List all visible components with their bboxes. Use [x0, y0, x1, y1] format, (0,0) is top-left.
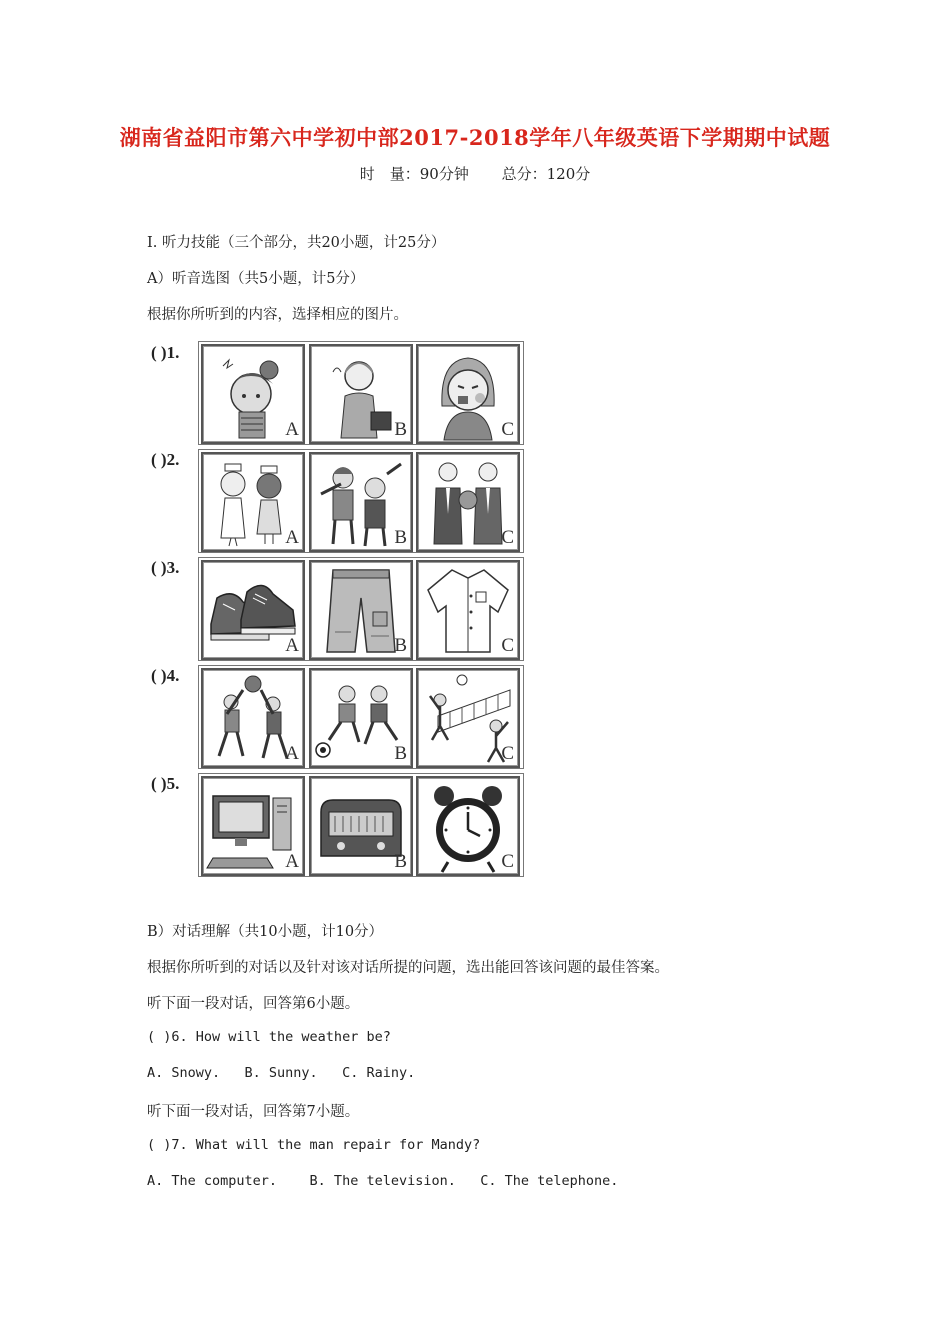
- option-5b[interactable]: [309, 776, 413, 876]
- option-2c[interactable]: [416, 452, 520, 552]
- section-heading: Ⅰ. 听力技能（三个部分，共20小题，计25分）: [147, 235, 446, 251]
- option-letter: B: [394, 743, 407, 764]
- option-2a[interactable]: [201, 452, 305, 552]
- option-letter: C: [501, 851, 514, 872]
- question-1-label: ( )1.: [151, 343, 180, 362]
- option-letter: A: [285, 527, 299, 548]
- exam-time: 时 量：90分钟: [359, 165, 469, 183]
- part-a-heading: A）听音选图（共5小题，计5分）: [147, 271, 365, 287]
- option-4c[interactable]: [416, 668, 520, 768]
- question-2-label: ( )2.: [151, 450, 180, 469]
- exam-info: [0, 163, 950, 184]
- option-letter: B: [394, 527, 407, 548]
- option-4b[interactable]: [309, 668, 413, 768]
- option-3c[interactable]: [416, 560, 520, 660]
- option-letter: A: [285, 419, 299, 440]
- exam-score: 总分：120分: [501, 165, 591, 183]
- question-6-options: A. Snowy. B. Sunny. C. Rainy.: [147, 1065, 416, 1081]
- option-5a[interactable]: [201, 776, 305, 876]
- question-5-label: ( )5.: [151, 774, 180, 793]
- option-5c[interactable]: [416, 776, 520, 876]
- option-1c[interactable]: [416, 344, 520, 444]
- option-3a[interactable]: [201, 560, 305, 660]
- option-3b[interactable]: [309, 560, 413, 660]
- option-2b[interactable]: [309, 452, 413, 552]
- option-letter: B: [394, 851, 407, 872]
- question-4-label: ( )4.: [151, 666, 180, 685]
- dialog-7-intro: 听下面一段对话，回答第7小题。: [147, 1104, 360, 1120]
- option-letter: A: [285, 743, 299, 764]
- option-letter: C: [501, 635, 514, 656]
- option-4a[interactable]: [201, 668, 305, 768]
- question-6: ( )6. How will the weather be?: [147, 1029, 391, 1045]
- option-1b[interactable]: [309, 344, 413, 444]
- option-letter: A: [285, 851, 299, 872]
- part-b-heading: B）对话理解（共10小题，计10分）: [147, 924, 384, 940]
- option-1a[interactable]: [201, 344, 305, 444]
- option-letter: A: [285, 635, 299, 656]
- option-letter: C: [501, 527, 514, 548]
- question-7: ( )7. What will the man repair for Mandy?: [147, 1137, 481, 1153]
- option-letter: C: [501, 419, 514, 440]
- part-b-instruction: 根据你所听到的对话以及针对该对话所提的问题，选出能回答该问题的最佳答案。: [147, 960, 669, 976]
- question-7-options: A. The computer. B. The television. C. The telephone.: [147, 1173, 619, 1189]
- page-title: 湖南省益阳市第六中学初中部2017-2018学年八年级英语下学期期中试题: [119, 125, 831, 150]
- option-letter: C: [501, 743, 514, 764]
- question-3-label: ( )3.: [151, 558, 180, 577]
- option-letter: B: [394, 635, 407, 656]
- option-letter: B: [394, 419, 407, 440]
- part-a-instruction: 根据你所听到的内容，选择相应的图片。: [147, 307, 408, 323]
- dialog-6-intro: 听下面一段对话，回答第6小题。: [147, 996, 360, 1012]
